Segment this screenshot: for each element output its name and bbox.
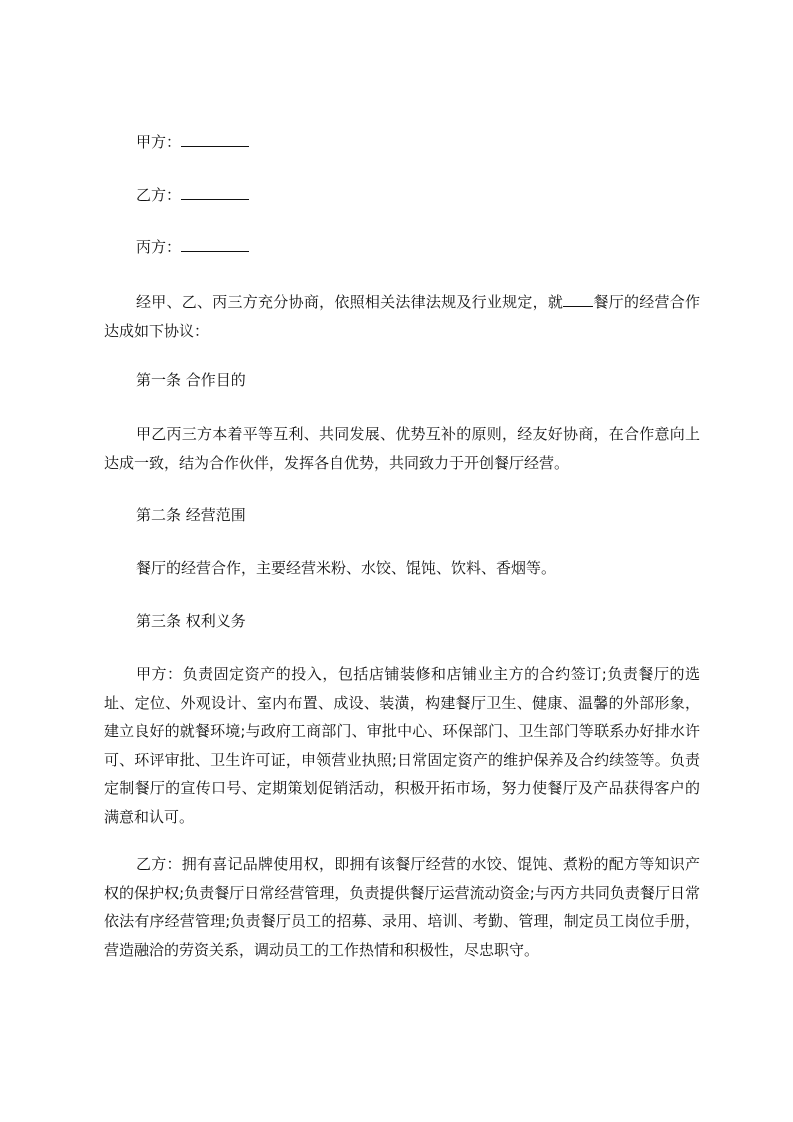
- party-jia-label: 甲方：: [136, 133, 182, 151]
- party-bing-line: [136, 237, 249, 257]
- party-yi-line: [136, 185, 249, 205]
- section2-heading: 第二条 经营范围: [136, 506, 246, 524]
- party-bing-label: 丙方：: [136, 238, 182, 256]
- party-jia-line: [136, 132, 249, 152]
- section3-jia-paragraph: 甲方：负责固定资产的投入，包括店铺装修和店铺业主方的合约签订;负责餐厅的选址、定位、外观设计、室内布置、成设、装潢，构建餐厅卫生、健康、温馨的外部形象，建立良好的就餐环境;与政府工商部门、审批中心、环保部门、卫生部门等联系办好排水许可、环评审批、卫生许可证，申领营业执照;日常固定资产的维护保养及合约续签等。负责定制餐厅的宣传口号、定期策划促销活动，积极开拓市场，努力使餐厅及产品获得客户的满意和认可。: [104, 665, 700, 826]
- party-yi-blank: [181, 185, 249, 200]
- section3-heading: 第三条 权利义务: [136, 612, 246, 630]
- intro-part1: 经甲、乙、丙三方充分协商，依照相关法律法规及行业规定，就: [136, 293, 564, 311]
- restaurant-name-blank: [563, 292, 593, 307]
- section1-heading: 第一条 合作目的: [136, 371, 246, 389]
- party-bing-blank: [181, 237, 249, 252]
- section2-paragraph: 餐厅的经营合作，主要经营米粉、水饺、馄饨、饮料、香烟等。: [136, 559, 557, 577]
- section1-paragraph: 甲乙丙三方本着平等互利、共同发展、优势互补的原则，经友好协商，在合作意向上达成一致，结为合作伙伴，发挥各自优势，共同致力于开创餐厅经营。: [104, 425, 700, 472]
- intro-part2: 餐厅的经营合作达成如下协议：: [104, 293, 700, 340]
- party-jia-blank: [181, 132, 249, 147]
- section3-yi-paragraph: 乙方：拥有喜记品牌使用权，即拥有该餐厅经营的水饺、馄饨、煮粉的配方等知识产权的保护权;负责餐厅日常经营管理，负责提供餐厅运营流动资金;与丙方共同负责餐厅日常依法有序经营管理;负责餐厅员工的招募、录用、培训、考勤、管理，制定员工岗位手册，营造融洽的劳资关系，调动员工的工作热情和积极性，尽忠职守。: [104, 855, 700, 959]
- intro-paragraph: [104, 288, 700, 345]
- party-yi-label: 乙方：: [136, 186, 182, 204]
